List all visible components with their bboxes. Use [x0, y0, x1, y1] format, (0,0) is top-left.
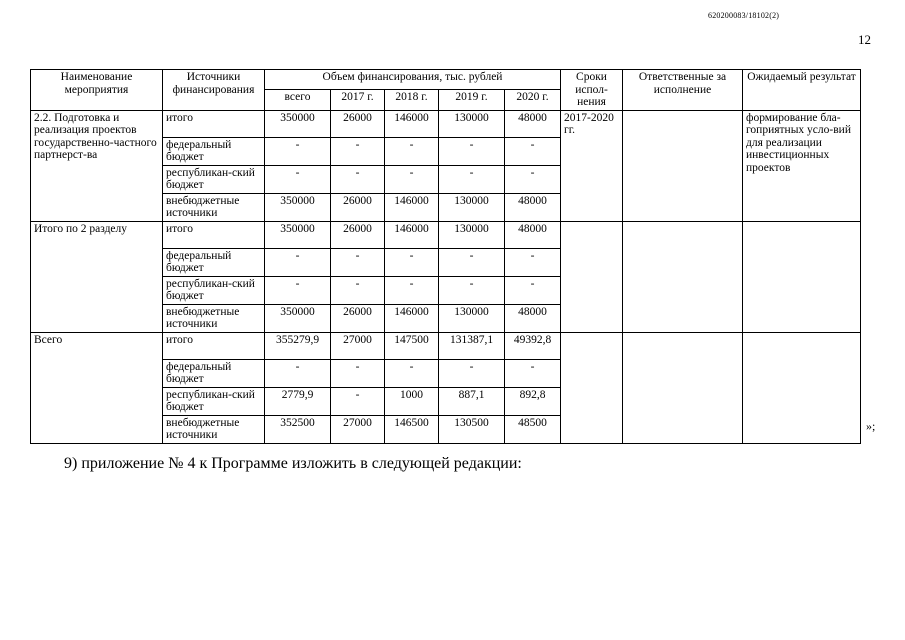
funding-source: итого	[163, 221, 265, 248]
amount-y2020: 48000	[505, 110, 561, 137]
amount-y2020: -	[505, 137, 561, 165]
funding-source: федеральный бюджет	[163, 248, 265, 276]
amount-total: -	[265, 137, 331, 165]
amount-y2020: -	[505, 359, 561, 387]
amount-y2018: 147500	[385, 332, 439, 359]
amount-y2020: 48500	[505, 415, 561, 443]
amount-y2019: 130000	[439, 304, 505, 332]
amount-y2018: -	[385, 276, 439, 304]
header-sources: Источники финансирования	[163, 70, 265, 111]
amount-y2019: 130000	[439, 193, 505, 221]
amount-y2018: 146000	[385, 221, 439, 248]
responsible-party	[623, 332, 743, 443]
amount-y2018: -	[385, 248, 439, 276]
amount-y2019: 887,1	[439, 387, 505, 415]
amount-total: 350000	[265, 304, 331, 332]
amount-total: -	[265, 248, 331, 276]
funding-source: республикан-ский бюджет	[163, 276, 265, 304]
execution-terms	[561, 332, 623, 443]
amount-y2020: -	[505, 165, 561, 193]
amount-y2019: -	[439, 137, 505, 165]
amount-y2018: 1000	[385, 387, 439, 415]
amount-y2019: 130500	[439, 415, 505, 443]
header-2020: 2020 г.	[505, 90, 561, 110]
amount-y2020: -	[505, 276, 561, 304]
header-result: Ожидаемый результат	[743, 70, 861, 111]
amount-y2018: -	[385, 165, 439, 193]
execution-terms	[561, 221, 623, 332]
financing-table	[30, 69, 861, 444]
amount-y2017: 26000	[331, 304, 385, 332]
amount-y2019: 130000	[439, 110, 505, 137]
table-end-mark: »;	[866, 419, 876, 433]
amount-y2017: -	[331, 165, 385, 193]
amount-y2019: -	[439, 165, 505, 193]
measure-name: 2.2. Подготовка и реализация проектов государственно-частного партнерст-ва	[31, 110, 163, 221]
funding-source: республикан-ский бюджет	[163, 387, 265, 415]
expected-result	[743, 332, 861, 443]
header-2019: 2019 г.	[439, 90, 505, 110]
header-name: Наименование мероприятия	[31, 70, 163, 111]
expected-result	[743, 221, 861, 332]
table-row	[31, 221, 861, 248]
responsible-party	[623, 221, 743, 332]
amount-y2019: 130000	[439, 221, 505, 248]
amount-y2017: 27000	[331, 332, 385, 359]
amount-y2017: 26000	[331, 110, 385, 137]
amount-y2018: 146000	[385, 110, 439, 137]
funding-source: республикан-ский бюджет	[163, 165, 265, 193]
amount-y2020: 48000	[505, 221, 561, 248]
amount-y2017: 27000	[331, 415, 385, 443]
amount-total: 350000	[265, 221, 331, 248]
closing-paragraph: 9) приложение № 4 к Программе изложить в следующей редакции:	[64, 455, 522, 472]
measure-name: Всего	[31, 332, 163, 443]
amount-total: -	[265, 359, 331, 387]
amount-y2018: 146000	[385, 193, 439, 221]
funding-source: итого	[163, 332, 265, 359]
amount-y2017: -	[331, 276, 385, 304]
amount-y2017: 26000	[331, 193, 385, 221]
measure-name: Итого по 2 разделу	[31, 221, 163, 332]
amount-y2017: -	[331, 387, 385, 415]
amount-y2020: 49392,8	[505, 332, 561, 359]
amount-y2018: 146500	[385, 415, 439, 443]
funding-source: федеральный бюджет	[163, 137, 265, 165]
amount-y2018: 146000	[385, 304, 439, 332]
amount-y2017: 26000	[331, 221, 385, 248]
amount-y2019: -	[439, 276, 505, 304]
amount-y2020: 48000	[505, 304, 561, 332]
amount-y2018: -	[385, 137, 439, 165]
table-row	[31, 332, 861, 359]
page-number: 12	[858, 32, 871, 47]
amount-y2020: 892,8	[505, 387, 561, 415]
amount-total: -	[265, 276, 331, 304]
amount-y2017: -	[331, 359, 385, 387]
funding-source: федеральный бюджет	[163, 359, 265, 387]
funding-source: внебюджетные источники	[163, 304, 265, 332]
amount-y2017: -	[331, 137, 385, 165]
amount-y2019: -	[439, 248, 505, 276]
amount-y2019: -	[439, 359, 505, 387]
amount-y2017: -	[331, 248, 385, 276]
amount-y2020: 48000	[505, 193, 561, 221]
header-responsible: Ответственные за исполнение	[623, 70, 743, 111]
funding-source: итого	[163, 110, 265, 137]
execution-terms: 2017-2020 гг.	[561, 110, 623, 221]
amount-y2019: 131387,1	[439, 332, 505, 359]
header-terms: Сроки испол-нения	[561, 70, 623, 111]
header-2018: 2018 г.	[385, 90, 439, 110]
amount-total: 352500	[265, 415, 331, 443]
amount-y2020: -	[505, 248, 561, 276]
amount-total: 2779,9	[265, 387, 331, 415]
header-2017: 2017 г.	[331, 90, 385, 110]
header-volume: Объем финансирования, тыс. рублей	[265, 70, 561, 90]
amount-total: 350000	[265, 110, 331, 137]
amount-total: 350000	[265, 193, 331, 221]
funding-source: внебюджетные источники	[163, 193, 265, 221]
expected-result: формирование бла-гоприятных усло-вий для реализации инвестиционных проектов	[743, 110, 861, 221]
amount-total: -	[265, 165, 331, 193]
responsible-party	[623, 110, 743, 221]
funding-source: внебюджетные источники	[163, 415, 265, 443]
table-row	[31, 110, 861, 137]
header-total: всего	[265, 90, 331, 110]
amount-total: 355279,9	[265, 332, 331, 359]
amount-y2018: -	[385, 359, 439, 387]
document-code: 620200083/18102(2)	[708, 11, 780, 20]
